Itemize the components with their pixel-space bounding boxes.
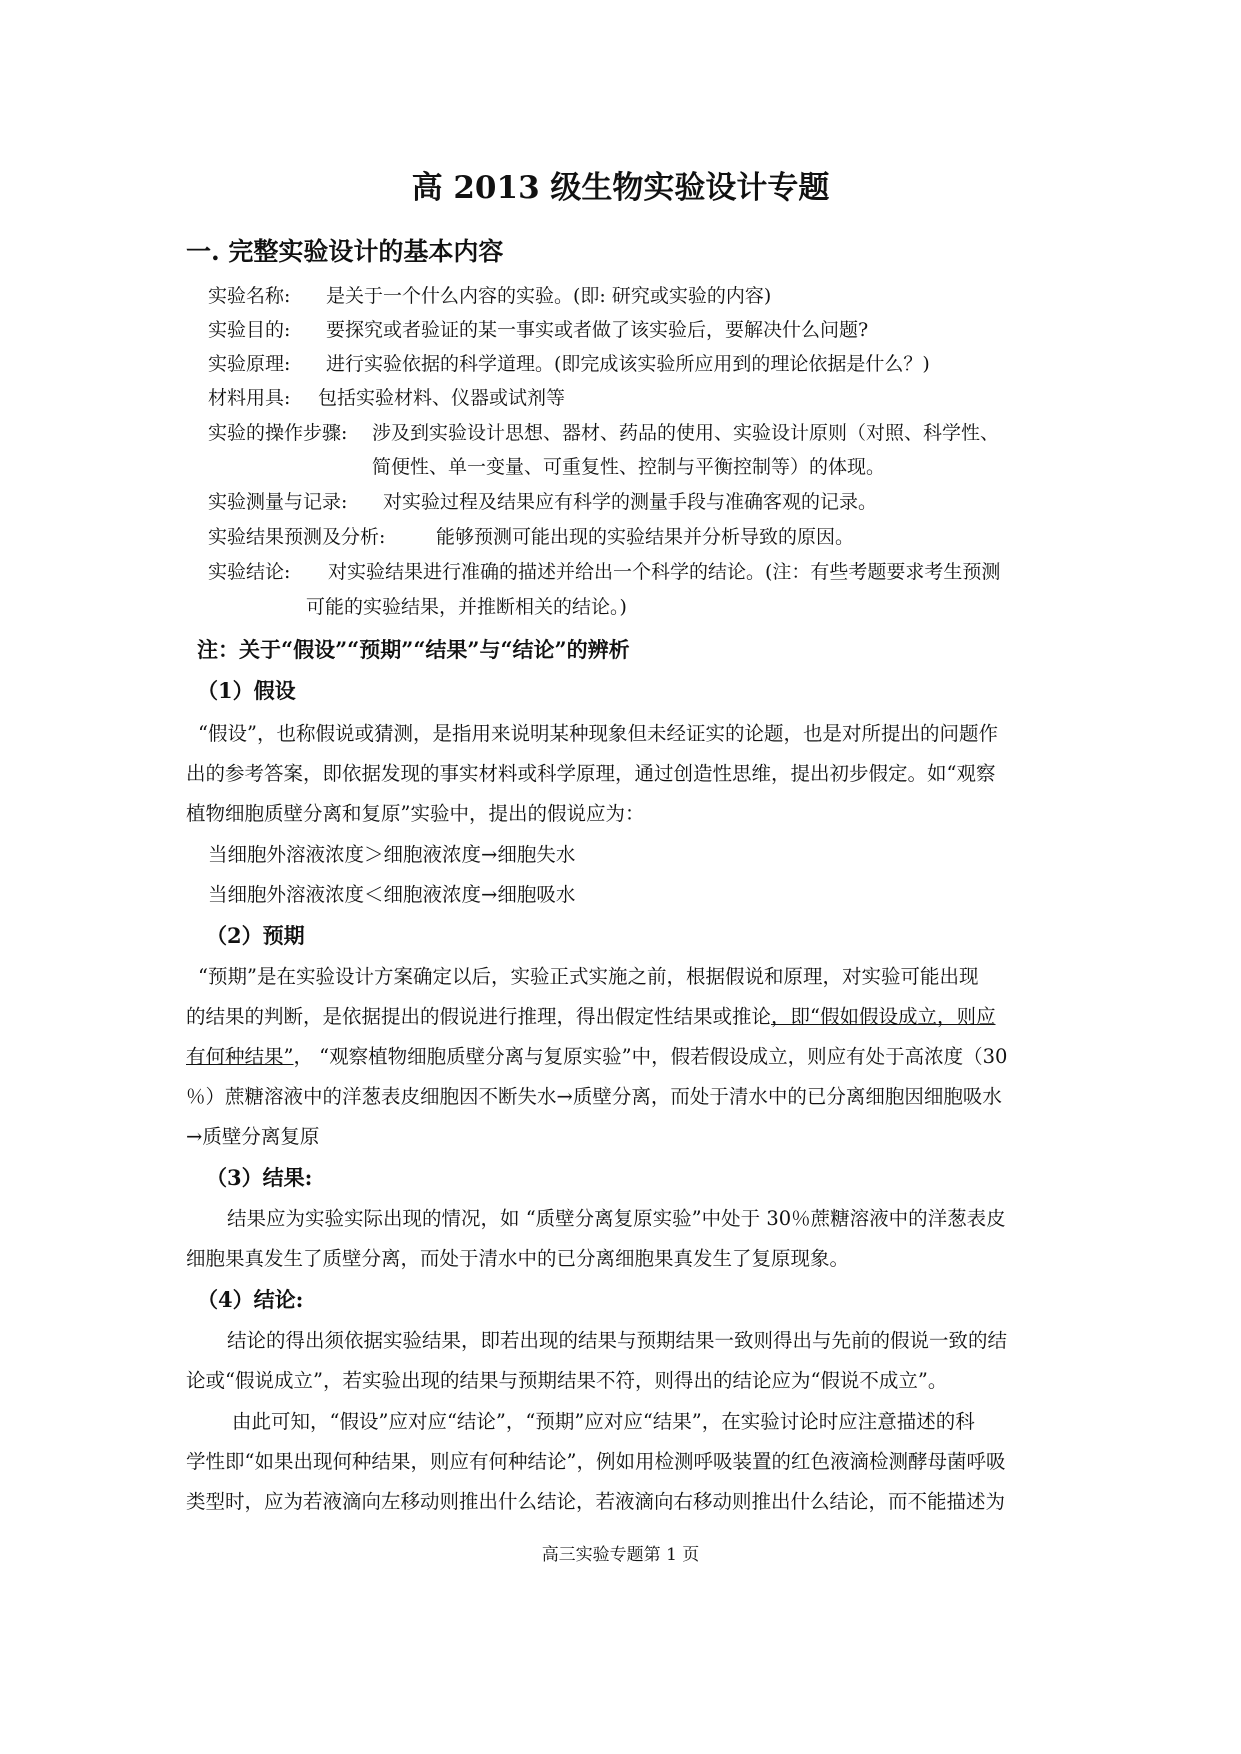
paragraph-line: 植物细胞质壁分离和复原”实验中，提出的假说应为： xyxy=(186,802,645,825)
paragraph-line: →质壁分离复原 xyxy=(186,1125,320,1148)
definition-item xyxy=(208,487,877,514)
item-label: 实验结论: xyxy=(208,561,291,583)
page-title: 高 2013 级生物实验设计专题 xyxy=(411,170,830,206)
note-heading: 注：关于“假设”“预期”“结果”与“结论”的辨析 xyxy=(197,637,630,662)
paragraph-line: 出的参考答案，即依据发现的事实材料或科学原理，通过创造性思维，提出初步假定。如“观察 xyxy=(186,762,996,785)
item-text: 进行实验依据的科学道理。(即完成该实验所应用到的理论依据是什么？) xyxy=(326,353,930,375)
item-label: 实验测量与记录: xyxy=(208,491,348,513)
item-continuation: 简便性、单一变量、可重复性、控制与平衡控制等）的体现。 xyxy=(372,456,886,478)
definition-item xyxy=(208,383,565,410)
subheading-result: （3）结果: xyxy=(206,1165,313,1190)
definition-item xyxy=(208,315,868,342)
item-text: 包括实验材料、仪器或试剂等 xyxy=(318,387,566,409)
text-run: ， “观察植物细胞质壁分离与复原实验”中，假若假设成立，则应有处于高浓度（30 xyxy=(293,1045,1008,1068)
hypothesis-case: 当细胞外溶液浓度＞细胞液浓度→细胞失水 xyxy=(208,843,576,866)
item-text: 涉及到实验设计思想、器材、药品的使用、实验设计原则（对照、科学性、 xyxy=(372,422,1000,444)
paragraph-line: 论或“假说成立”，若实验出现的结果与预期结果不符，则得出的结论应为“假说不成立”。 xyxy=(186,1369,948,1392)
definition-item xyxy=(208,557,1000,584)
paragraph-line: 结果应为实验实际出现的情况，如 “质壁分离复原实验”中处于 30％蔗糖溶液中的洋葱表皮 xyxy=(227,1207,1006,1230)
definition-item xyxy=(208,418,999,445)
paragraph-line: 学性即“如果出现何种结果，则应有何种结论”，例如用检测呼吸装置的红色液滴检测酵母菌呼吸 xyxy=(186,1450,1006,1473)
section-heading: 一. 完整实验设计的基本内容 xyxy=(186,237,504,266)
item-label: 材料用具: xyxy=(208,387,291,409)
item-label: 实验的操作步骤: xyxy=(208,422,348,444)
paragraph-line: 结论的得出须依据实验结果，即若出现的结果与预期结果一致则得出与先前的假说一致的结 xyxy=(227,1329,1008,1352)
item-label: 实验名称: xyxy=(208,285,291,307)
paragraph-line xyxy=(186,1041,1007,1069)
underlined-run: ，即“假如假设成立，则应 xyxy=(771,1005,996,1028)
paragraph-line: 由此可知，“假设”应对应“结论”，“预期”应对应“结果”，在实验讨论时应注意描述的科 xyxy=(232,1410,975,1433)
paragraph-line: ％）蔗糖溶液中的洋葱表皮细胞因不断失水→质壁分离，而处于清水中的已分离细胞因细胞吸水 xyxy=(186,1085,1002,1108)
item-continuation: 可能的实验结果，并推断相关的结论。) xyxy=(306,596,627,618)
item-text: 要探究或者验证的某一事实或者做了该实验后，要解决什么问题? xyxy=(326,319,869,341)
definition-item xyxy=(208,522,854,549)
definition-item xyxy=(208,349,930,376)
item-text: 对实验过程及结果应有科学的测量手段与准确客观的记录。 xyxy=(383,491,878,513)
definition-item xyxy=(208,281,771,308)
paragraph-line: “假设”，也称假说或猜测，是指用来说明某种现象但未经证实的论题，也是对所提出的问题作 xyxy=(198,722,998,745)
paragraph-line: “预期”是在实验设计方案确定以后，实验正式实施之前，根据假说和原理，对实验可能出现 xyxy=(198,965,979,988)
item-text: 是关于一个什么内容的实验。(即: 研究或实验的内容) xyxy=(326,285,772,307)
subheading-hypothesis: （1）假设 xyxy=(197,678,296,703)
text-run: 的结果的判断，是依据提出的假说进行推理，得出假定性结果或推论 xyxy=(186,1005,772,1028)
paragraph-line xyxy=(186,1001,996,1029)
item-label: 实验目的: xyxy=(208,319,291,341)
subheading-conclusion: （4）结论: xyxy=(197,1287,304,1312)
subheading-expectation: （2）预期 xyxy=(206,923,305,948)
item-text: 能够预测可能出现的实验结果并分析导致的原因。 xyxy=(436,526,855,548)
paragraph-line: 类型时，应为若液滴向左移动则推出什么结论，若液滴向右移动则推出什么结论，而不能描述为 xyxy=(186,1490,1006,1513)
hypothesis-case: 当细胞外溶液浓度＜细胞液浓度→细胞吸水 xyxy=(208,883,576,906)
paragraph-line: 细胞果真发生了质壁分离，而处于清水中的已分离细胞果真发生了复原现象。 xyxy=(186,1247,850,1270)
page-footer: 高三实验专题第 1 页 xyxy=(541,1545,700,1565)
item-text: 对实验结果进行准确的描述并给出一个科学的结论。(注：有些考题要求考生预测 xyxy=(328,561,1001,583)
item-label: 实验原理: xyxy=(208,353,291,375)
item-label: 实验结果预测及分析: xyxy=(208,526,386,548)
underlined-run: 有何种结果” xyxy=(186,1045,294,1068)
